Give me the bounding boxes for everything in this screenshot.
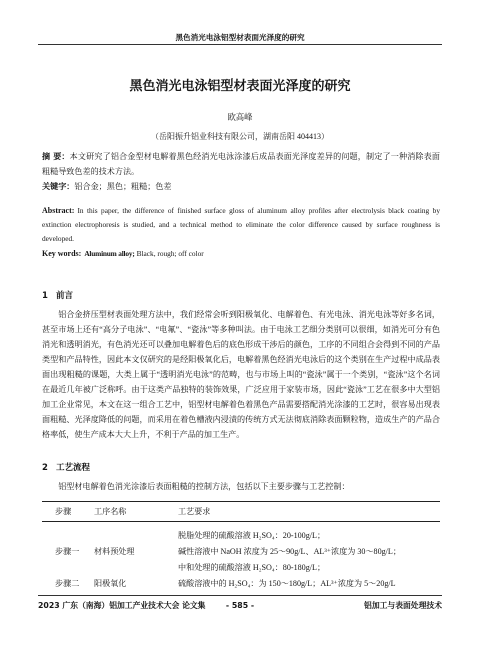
table-header	[42, 502, 440, 522]
footer-section-name: 铝加工与表面处理技术	[364, 601, 442, 610]
table-row	[42, 544, 440, 560]
table-header-row	[42, 502, 440, 522]
abstract-cn	[42, 149, 440, 179]
table-cell-process	[94, 522, 178, 545]
section-paragraph: 铝型材电解着色消光涂漆后表面粗糙的控制方法，包括以下主要步骤与工艺控制：	[58, 481, 350, 491]
section-number: 2	[42, 463, 48, 473]
table-row	[42, 522, 440, 545]
author-affiliation: （岳阳振升铝业科技有限公司，湖南岳阳 404413）	[151, 132, 329, 141]
keywords-en-rest: Black, rough; off color	[136, 249, 204, 258]
table-cell-step: 步骤二	[55, 579, 80, 588]
section-heading	[42, 289, 440, 303]
table-row	[42, 560, 440, 576]
table-cell-process	[94, 560, 178, 576]
page-footer	[38, 595, 442, 612]
abstract-en-label: Abstract:	[42, 206, 75, 215]
keywords-cn-text: 铝合金；黑色；粗糙；色差	[74, 181, 172, 191]
table-cell-step: 步骤一	[55, 547, 80, 556]
table-cell-requirement: 碱性溶液中 NaOH 浓度为 25～90g/L、AL³⁺浓度为 30～80g/L；	[178, 547, 401, 556]
keywords-en	[42, 247, 440, 261]
abstract-cn-label: 摘 要：	[42, 150, 70, 161]
keywords-cn	[42, 179, 440, 194]
footer-page-number: - 585 -	[225, 601, 255, 610]
table-row	[42, 576, 440, 592]
table-header-cell-requirement: 工艺要求	[178, 502, 440, 522]
table-header-cell-step: 步骤	[42, 502, 94, 522]
table-cell-requirement: 脱脂处理的硫酸溶液 H₂SO₄：20-100g/L；	[178, 531, 326, 540]
section-title: 工艺流程	[56, 463, 91, 473]
section-title: 前言	[56, 291, 74, 301]
paper-title: 黑色消光电泳铝型材表面光泽度的研究	[129, 79, 351, 94]
running-header: 黑色消光电泳铝型材表面光泽度的研究	[38, 31, 442, 45]
section-heading	[42, 461, 440, 475]
table-cell-process: 材料预处理	[94, 547, 135, 556]
table-body	[42, 522, 440, 593]
keywords-cn-label: 关键字：	[42, 180, 75, 191]
section-paragraph: 铝合金挤压型材表面处理方法中，我们经常会听到阳极氧化、电解着色、有光电泳、消光电泳等好多名词，甚至市场上还有“高分子电泳”、“电氟”、“瓷泳”等多种叫法。由于电泳工艺细分类别可以很细，如消光可分有色消光和透明消光，有色消光还可以叠加电解着色后的底色形成干涉后的颜色，工序的不同组合会得到不同的产品类型和产品特性，因此本文仅研究的是经阳极氧化后，电解着黑色经消光电泳后的这个类别在生产过程中成品表面出现粗糙的课题，大类上属于“透明消光电泳”的范畴，也与市场上叫的“瓷泳”属于一个类别，“瓷泳”这个名词在最近几年被广泛称呼。由于这类产品独特的装饰效果，广泛应用于家装市场，因此“瓷泳”工艺在很多中大型铝加工企业常见，本文在这一组合工艺中，铝型材电解着色着黑色产品需要搭配消光涂漆的工艺时，很容易出现表面粗糙、光泽度降低的问题，而采用在着色槽液内浸渍的传统方式无法彻底消除表面颗粒物，造成生产的产品合格率低，使生产成本大大上升，不利于产品的加工生产。	[42, 309, 440, 439]
table-cell-requirement: 中和处理的硫酸溶液 H₂SO₄：80-180g/L；	[178, 563, 326, 572]
abstract-en-text: In this paper, the difference of finished surface gloss of aluminum alloy profiles after electrolysis black coating by extinction electrophoresis is studied, and a technical method to eliminate the color difference caused by surface roughness is developed.	[42, 206, 440, 243]
author-name: 欧高峰	[227, 113, 253, 122]
section-number: 1	[42, 291, 48, 301]
process-table	[42, 501, 440, 592]
table-cell-step	[42, 560, 94, 576]
keywords-en-first-term: Aluminum alloy;	[84, 249, 135, 258]
table-cell-requirement: 硫酸溶液中的 H₂SO₄：为 150～180g/L；AL³⁺浓度为 5～20g/L	[178, 579, 396, 588]
abstract-en	[42, 204, 440, 246]
keywords-en-label: Key words:	[42, 249, 82, 258]
table-cell-step	[42, 522, 94, 545]
footer-proceedings-title: 2023 广东（南海）铝加工产业技术大会 论文集	[38, 601, 206, 610]
table-cell-process: 阳极氧化	[94, 579, 127, 588]
table-header-cell-process: 工序名称	[94, 502, 178, 522]
abstract-cn-text: 本文研究了铝合金型材电解着黑色经消光电泳涂漆后成品表面光泽度差异的问题，制定了一种消除表面粗糙导致色差的技术方法。	[42, 151, 440, 176]
